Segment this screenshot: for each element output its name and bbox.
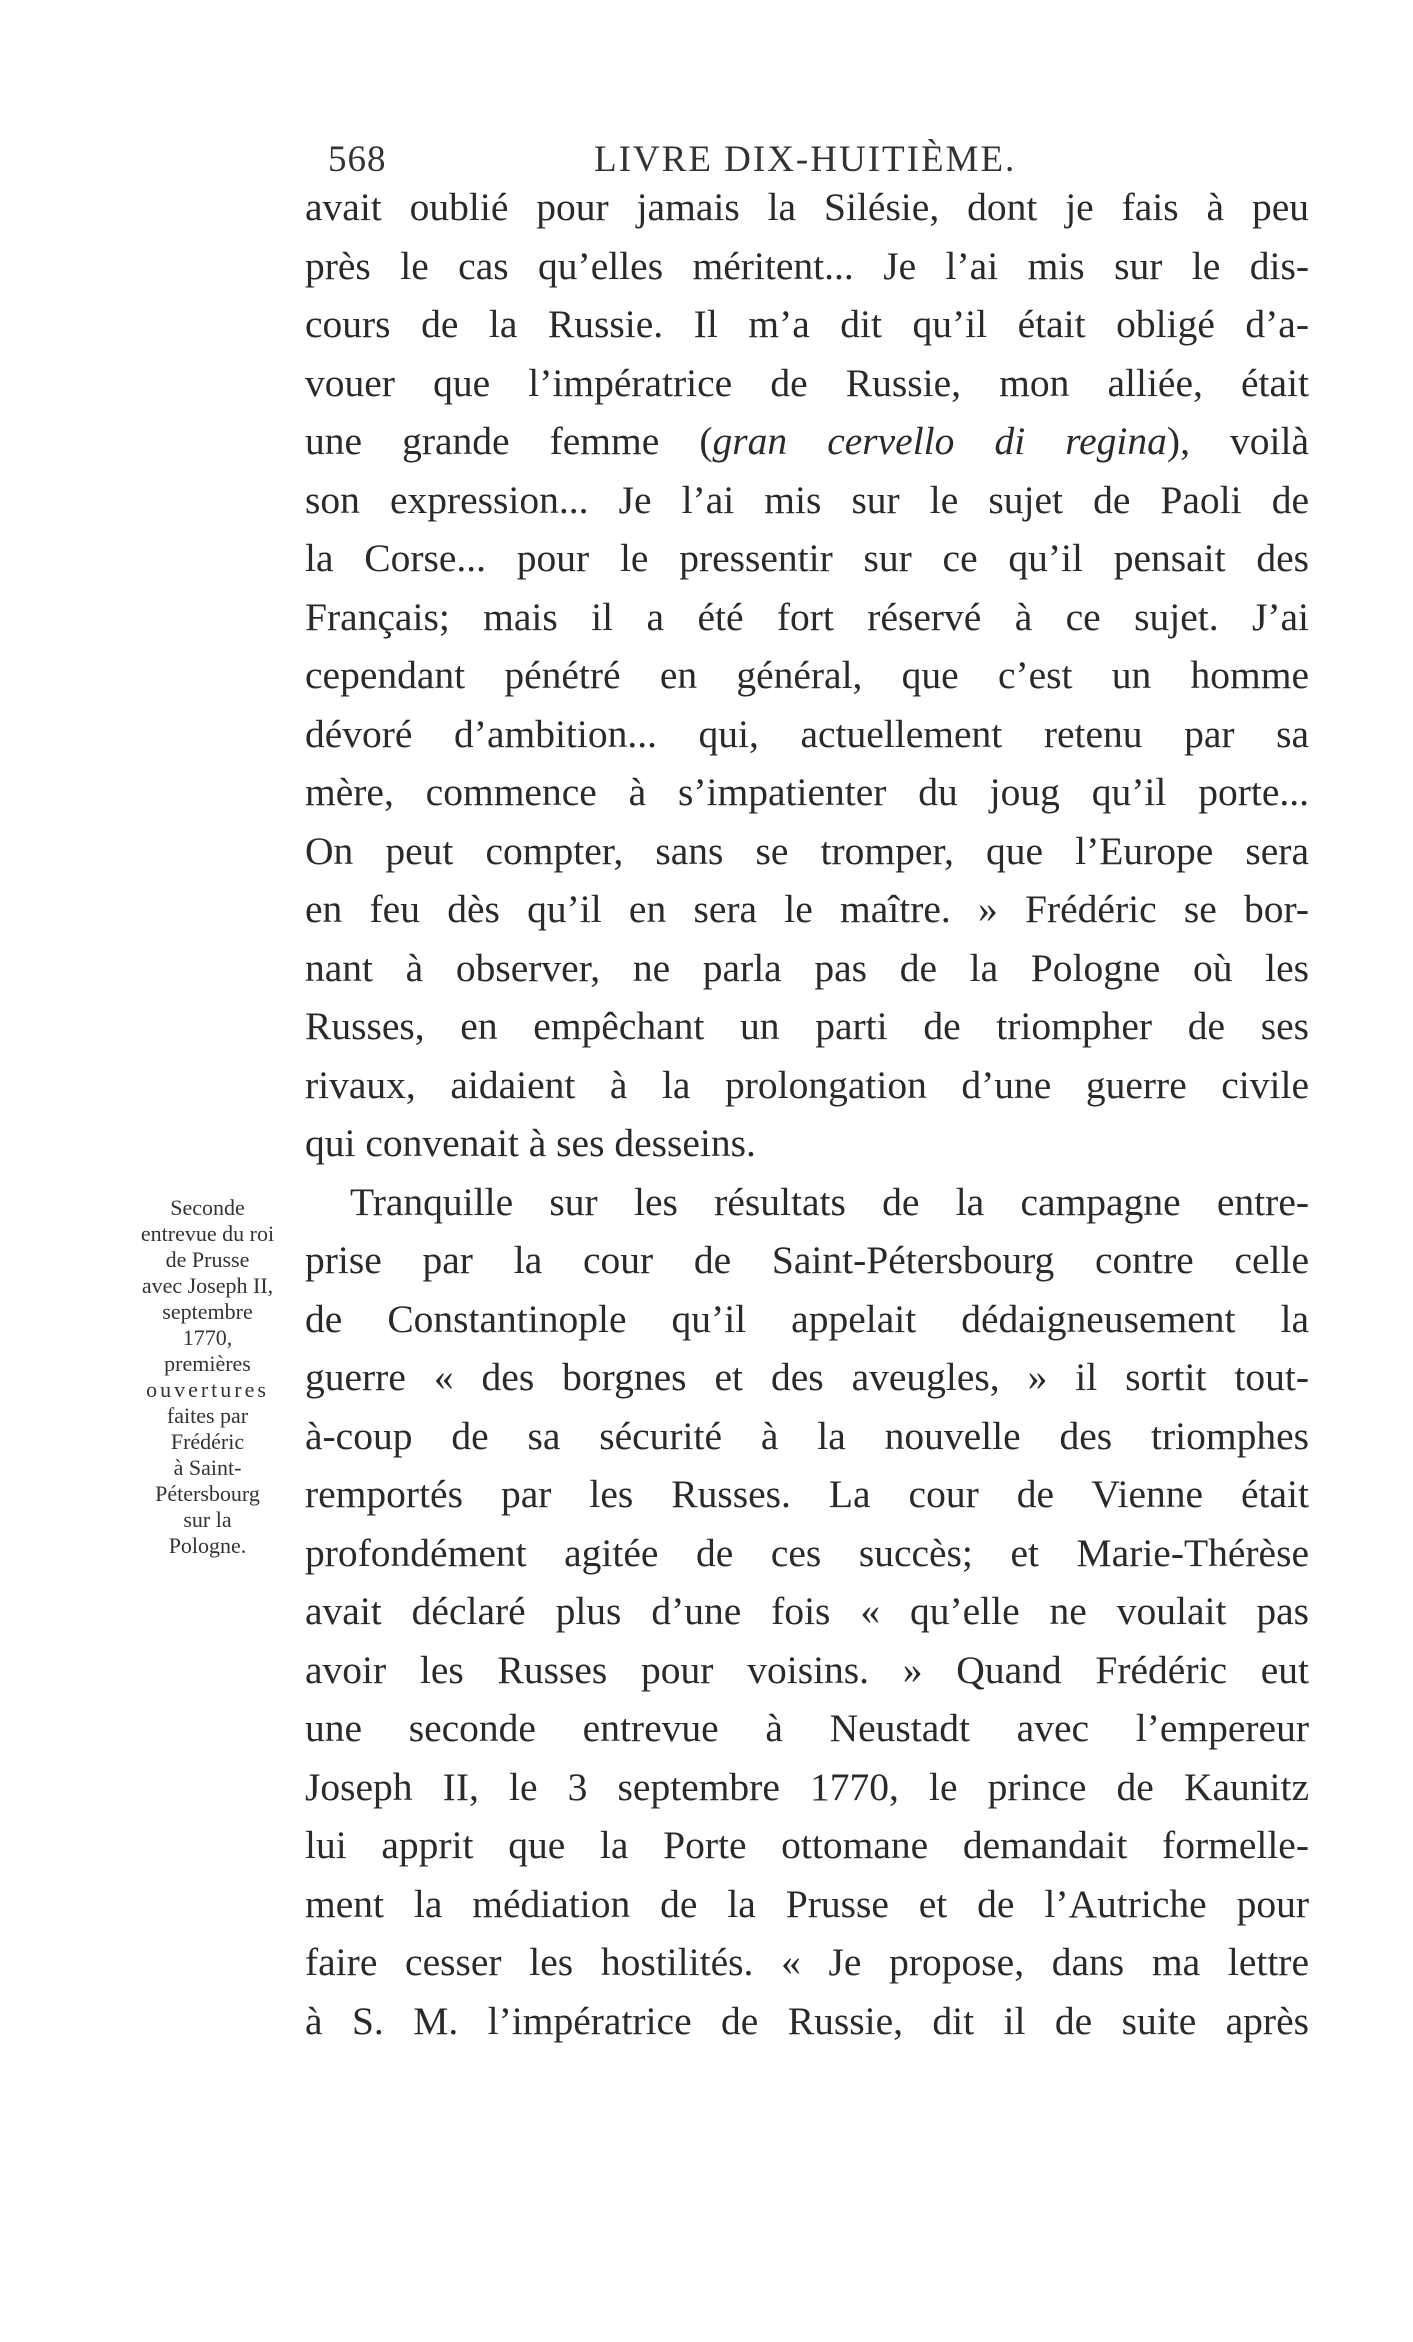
margin-note-line: 1770, <box>182 1325 233 1350</box>
text-line: près le cas qu’elles méritent... Je l’ai mis sur le dis- <box>305 243 1309 288</box>
text-line: lui apprit que la Porte ottomane demandait formelle- <box>305 1823 1309 1867</box>
text-line: à S. M. l’impératrice de Russie, dit il de suite après <box>305 1998 1309 2043</box>
margin-note-line: Pétersbourg <box>155 1481 260 1506</box>
text-line: une grande femme (gran cervello di regina), voilà <box>305 419 1309 463</box>
text-line: guerre « des borgnes et des aveugles, » il sortit tout- <box>305 1355 1309 1399</box>
text-line: On peut compter, sans se tromper, que l’Europe sera <box>305 828 1309 873</box>
text-line: une seconde entrevue à Neustadt avec l’empereur <box>305 1706 1309 1750</box>
text-line: à-coup de sa sécurité à la nouvelle des triomphes <box>305 1413 1309 1458</box>
text-line: cours de la Russie. Il m’a dit qu’il était obligé d’a- <box>305 302 1309 346</box>
text-line: ment la médiation de la Prusse et de l’Autriche pour <box>305 1881 1309 1926</box>
text-line: Français; mais il a été fort réservé à ce sujet. J’ai <box>305 594 1309 639</box>
text-line: rivaux, aidaient à la prolongation d’une guerre civile <box>305 1062 1309 1107</box>
text-line: avait déclaré plus d’une fois « qu’elle ne voulait pas <box>305 1589 1309 1633</box>
margin-note-line: premières <box>164 1351 251 1376</box>
text-line: nant à observer, ne parla pas de la Pologne où les <box>305 945 1309 990</box>
running-title: LIVRE DIX-HUITIÈME. <box>594 139 1017 180</box>
margin-note-line: de Prusse <box>165 1247 250 1272</box>
italic-phrase: gran cervello di regina <box>712 419 1167 463</box>
text-line: dévoré d’ambition... qui, actuellement retenu par sa <box>305 711 1309 756</box>
text-line: qui convenait à ses desseins. <box>305 1121 756 1165</box>
margin-note-line: Seconde <box>170 1195 245 1220</box>
text-line: Russes, en empêchant un parti de triompher de ses <box>305 1004 1309 1048</box>
text-line: son expression... Je l’ai mis sur le sujet de Paoli de <box>305 477 1309 522</box>
text-line: Tranquille sur les résultats de la campagne entre- <box>350 1179 1309 1224</box>
text-line: vouer que l’impératrice de Russie, mon alliée, était <box>305 360 1309 405</box>
text-line: avait oublié pour jamais la Silésie, dont je fais à peu <box>305 185 1309 229</box>
text-line: remportés par les Russes. La cour de Vienne était <box>305 1472 1309 1516</box>
margin-note-line: entrevue du roi <box>140 1221 275 1246</box>
body-text <box>305 178 1309 2050</box>
text-line: Joseph II, le 3 septembre 1770, le prince de Kaunitz <box>305 1764 1309 1809</box>
page-number: 568 <box>328 139 387 180</box>
text-line: en feu dès qu’il en sera le maître. » Frédéric se bor- <box>305 887 1309 931</box>
margin-note <box>110 1195 305 1559</box>
margin-note-line: faites par <box>166 1403 249 1428</box>
margin-note-line: ouvertures <box>146 1377 269 1402</box>
text-line: profondément agitée de ces succès; et Marie-Thérèse <box>305 1530 1309 1575</box>
text-line: avoir les Russes pour voisins. » Quand Frédéric eut <box>305 1647 1309 1692</box>
margin-note-line: Pologne. <box>168 1533 247 1558</box>
text-line: cependant pénétré en général, que c’est un homme <box>305 653 1309 697</box>
text-line: mère, commence à s’impatienter du joug qu’il porte... <box>305 770 1309 814</box>
text-line: la Corse... pour le pressentir sur ce qu’il pensait des <box>305 536 1309 580</box>
margin-note-line: sur la <box>183 1507 232 1532</box>
margin-note-line: avec Joseph II, <box>141 1273 274 1298</box>
text-line: de Constantinople qu’il appelait dédaigneusement la <box>305 1296 1309 1341</box>
text-line: prise par la cour de Saint-Pétersbourg contre celle <box>305 1238 1309 1282</box>
text-line: faire cesser les hostilités. « Je propose, dans ma lettre <box>305 1940 1309 1984</box>
margin-note-line: Frédéric <box>170 1429 245 1454</box>
margin-note-line: à Saint- <box>173 1455 242 1480</box>
margin-note-line: septembre <box>162 1299 253 1324</box>
